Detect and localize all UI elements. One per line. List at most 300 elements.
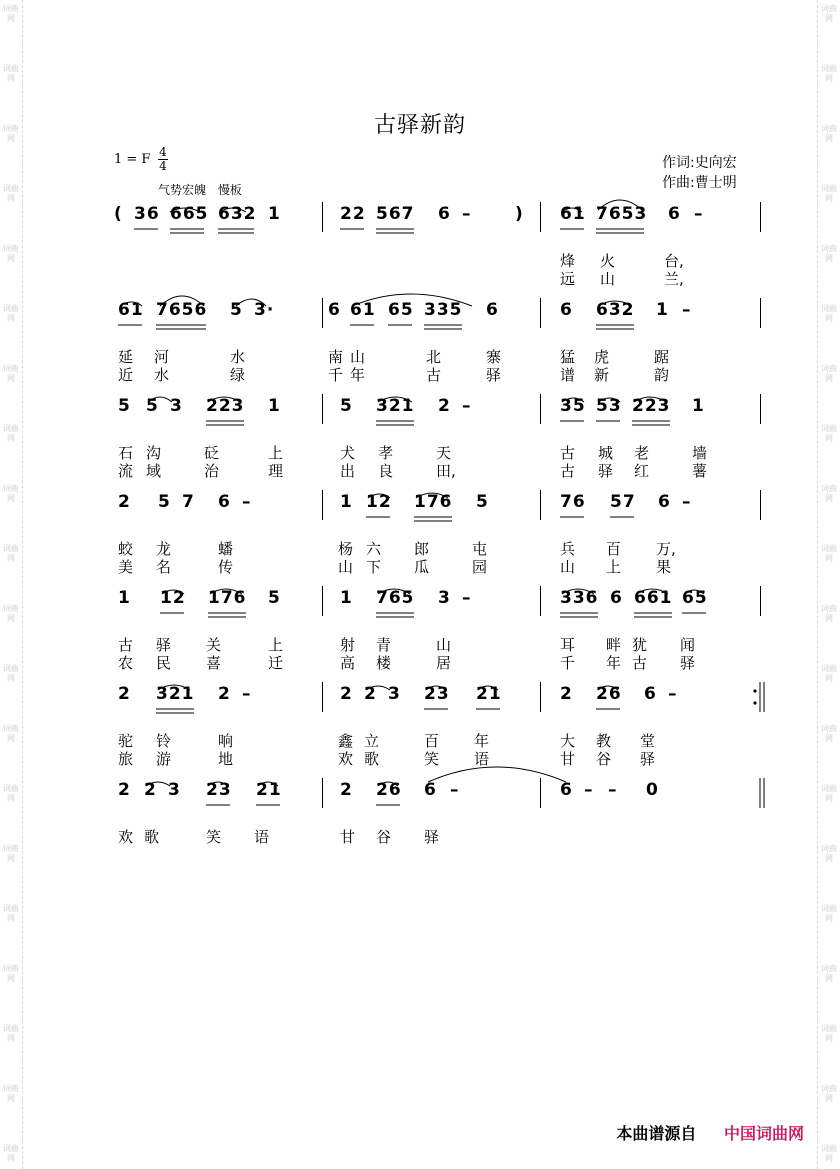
- source-footer: [616, 1121, 804, 1144]
- tie-across-bar: [428, 767, 566, 782]
- note-group: 23: [424, 684, 450, 704]
- slur: [378, 782, 398, 786]
- side-watermark: 词曲网: [3, 244, 19, 263]
- slur: [378, 589, 410, 594]
- side-watermark: 词曲网: [3, 484, 19, 503]
- lyric-syllable: 园: [472, 558, 488, 576]
- note-group: –: [450, 780, 460, 800]
- lyric-syllable: 天: [436, 444, 452, 462]
- note-group: 23: [206, 780, 232, 800]
- note-group: –: [242, 684, 252, 704]
- lyric-syllable: 古: [118, 636, 134, 654]
- note-group: 661: [634, 588, 673, 608]
- lyric-syllable: 驿: [156, 636, 172, 654]
- lyricist-credit: 作词:史向宏: [662, 155, 737, 171]
- lyric-syllable: 铃: [156, 732, 172, 750]
- repeat-end-barline: [760, 682, 764, 712]
- note-group: –: [462, 204, 472, 224]
- lyric-syllable: 传: [218, 558, 234, 576]
- side-watermark: 词曲网: [821, 1084, 837, 1103]
- note-group: 1: [692, 396, 705, 416]
- side-watermark: 词曲网: [3, 964, 19, 983]
- lyric-syllable: 笑: [206, 828, 222, 846]
- lyric-syllable: 下: [366, 558, 382, 576]
- lyric-syllable: 旅: [118, 750, 134, 768]
- side-watermark: 词曲网: [821, 724, 837, 743]
- lyric-syllable: 龙: [156, 540, 172, 558]
- slur: [378, 397, 412, 402]
- repeat-dot: [753, 701, 756, 704]
- lyric-syllable: 驿: [486, 366, 502, 384]
- lyric-syllable: 闻: [680, 636, 696, 654]
- lyric-syllable: 驿: [424, 828, 440, 846]
- note-group: 5: [158, 492, 171, 512]
- side-watermark: 词曲网: [3, 1144, 19, 1163]
- note-group: 223: [206, 396, 245, 416]
- note-group: 53: [596, 396, 622, 416]
- note-group: –: [682, 492, 692, 512]
- lyric-syllable: 驿: [640, 750, 656, 768]
- note-group: 26: [596, 684, 622, 704]
- note-group: 21: [256, 780, 282, 800]
- side-watermark: 词曲网: [3, 664, 19, 683]
- lyric-syllable: 杨: [338, 540, 354, 558]
- note-group: 21: [476, 684, 502, 704]
- note-group: 7: [182, 492, 195, 512]
- side-watermark: 词曲网: [821, 424, 837, 443]
- note-group: 3·: [254, 300, 275, 320]
- lyric-syllable: 屯: [472, 540, 488, 558]
- lyric-syllable: 踞: [654, 348, 670, 366]
- lyric-syllable: 欢: [338, 750, 354, 768]
- lyric-syllable: 红: [634, 462, 650, 480]
- lyric-syllable: 孝: [378, 444, 394, 462]
- lyric-syllable: 北: [426, 348, 442, 366]
- side-watermark: 词曲网: [3, 544, 19, 563]
- note-group: 2: [340, 780, 353, 800]
- slur: [634, 397, 666, 402]
- slur: [258, 782, 278, 786]
- note-group: 2: [118, 780, 131, 800]
- slur: [352, 294, 472, 306]
- lyric-syllable: 治: [204, 462, 220, 480]
- note-group: 2: [144, 780, 157, 800]
- side-watermark: 词曲网: [3, 604, 19, 623]
- lyric-syllable: 山: [338, 558, 354, 576]
- lyric-syllable: 蛟: [118, 540, 134, 558]
- note-group: 176: [414, 492, 453, 512]
- lyric-syllable: 出: [340, 462, 356, 480]
- note-group: 3: [168, 780, 181, 800]
- lyric-syllable: 砭: [204, 444, 220, 462]
- lyric-syllable: 立: [364, 732, 380, 750]
- lyric-syllable: 古: [560, 444, 576, 462]
- lyric-syllable: 鑫: [338, 732, 354, 750]
- note-group: 65: [682, 588, 708, 608]
- lyric-syllable: 民: [156, 654, 172, 672]
- side-watermark: 词曲网: [821, 844, 837, 863]
- note-group: 6: [658, 492, 671, 512]
- lyric-syllable: 河: [154, 348, 170, 366]
- lyric-syllable: 六: [366, 540, 382, 558]
- lyric-syllable: 谷: [596, 750, 612, 768]
- lyric-syllable: 理: [268, 462, 284, 480]
- note-group: 6: [218, 492, 231, 512]
- note-group: 2: [118, 492, 131, 512]
- note-group: 176: [208, 588, 247, 608]
- lyric-syllable: 薯: [692, 462, 708, 480]
- slur: [208, 782, 228, 786]
- lyric-syllable: 火: [600, 252, 616, 270]
- note-group: 6: [644, 684, 657, 704]
- note-group: 3: [438, 588, 451, 608]
- side-watermark: 词曲网: [821, 304, 837, 323]
- side-watermark: 词曲网: [821, 184, 837, 203]
- lyric-syllable: 果: [656, 558, 672, 576]
- note-group: 765: [376, 588, 415, 608]
- beam-lines: [118, 325, 634, 329]
- lyric-syllable: 畔: [606, 636, 622, 654]
- lyric-syllable: 远: [560, 270, 576, 288]
- lyric-syllable: 上: [606, 558, 622, 576]
- note-group: 567: [376, 204, 415, 224]
- note-group: 1: [656, 300, 669, 320]
- note-group: 223: [632, 396, 671, 416]
- note-group: 336: [560, 588, 599, 608]
- lyric-syllable: 游: [156, 750, 172, 768]
- lyric-syllable: 百: [606, 540, 622, 558]
- lyric-syllable: 居: [436, 654, 452, 672]
- side-watermark: 词曲网: [821, 964, 837, 983]
- note-group: 61: [350, 300, 376, 320]
- slur: [598, 200, 642, 210]
- side-watermark: 词曲网: [821, 784, 837, 803]
- note-group: –: [668, 684, 678, 704]
- beam-lines: [206, 421, 670, 425]
- note-group: 35: [560, 396, 586, 416]
- slur: [598, 686, 618, 690]
- note-group: 2: [118, 684, 131, 704]
- source-site-link[interactable]: 中国词曲网: [723, 1124, 804, 1143]
- side-watermark: 词曲网: [3, 304, 19, 323]
- note-group: 5: [268, 588, 281, 608]
- lyric-syllable: 田,: [436, 462, 456, 480]
- note-group: (: [114, 204, 123, 224]
- slur: [478, 686, 498, 690]
- lyric-syllable: 绿: [230, 366, 246, 384]
- lyric-syllable: 笑: [424, 750, 440, 768]
- lyric-syllable: 千: [328, 366, 344, 384]
- side-watermark: 词曲网: [821, 4, 837, 23]
- note-group: 6: [486, 300, 499, 320]
- side-watermark: 词曲网: [3, 1084, 19, 1103]
- lyric-syllable: 响: [218, 732, 234, 750]
- lyric-syllable: 美: [118, 558, 134, 576]
- score-title: 古驿新韵: [373, 113, 466, 138]
- lyric-syllable: 古: [632, 654, 648, 672]
- slur: [562, 398, 584, 402]
- lyric-syllable: 近: [118, 366, 134, 384]
- slur: [120, 302, 142, 306]
- lyric-syllable: 寨: [486, 348, 502, 366]
- lyric-syllable: 年: [606, 654, 622, 672]
- slur: [236, 299, 266, 306]
- note-group: 1: [118, 588, 131, 608]
- note-group: 61: [560, 204, 586, 224]
- note-group: 12: [366, 492, 392, 512]
- note-group: 5: [476, 492, 489, 512]
- side-watermark: 词曲网: [3, 124, 19, 143]
- side-watermark: 词曲网: [3, 1024, 19, 1043]
- lyric-syllable: 城: [598, 444, 614, 462]
- note-group: 1: [340, 492, 353, 512]
- note-group: 0: [646, 780, 659, 800]
- note-group: 7653: [596, 204, 648, 224]
- note-group: –: [462, 588, 472, 608]
- side-watermark: 词曲网: [821, 664, 837, 683]
- side-watermark: 词曲网: [821, 364, 837, 383]
- lyric-syllable: 犹: [632, 636, 648, 654]
- note-group: –: [682, 300, 692, 320]
- note-group: 6: [560, 780, 573, 800]
- note-group: 1: [268, 396, 281, 416]
- lyric-syllable: 喜: [206, 654, 222, 672]
- slur: [598, 301, 632, 306]
- slur: [636, 589, 668, 594]
- source-label: 本曲谱源自: [616, 1124, 697, 1143]
- side-watermark: 词曲网: [3, 424, 19, 443]
- note-group: 7656: [156, 300, 208, 320]
- slur: [158, 685, 190, 690]
- note-group: 2: [340, 684, 353, 704]
- note-group: 57: [610, 492, 636, 512]
- side-watermark: 词曲网: [821, 124, 837, 143]
- beam-lines: [160, 613, 706, 617]
- note-group: 65: [388, 300, 414, 320]
- lyric-syllable: 驼: [118, 732, 134, 750]
- lyric-syllable: 山: [436, 636, 452, 654]
- lyric-syllable: 延: [118, 348, 134, 366]
- lyric-syllable: 大: [560, 732, 576, 750]
- slur: [416, 493, 448, 498]
- lyric-syllable: 石: [118, 444, 134, 462]
- lyric-syllable: 万,: [656, 540, 676, 558]
- note-group: 61: [118, 300, 144, 320]
- side-watermark: 词曲网: [3, 364, 19, 383]
- lyric-syllable: 台,: [664, 252, 684, 270]
- lyric-syllable: 虎: [594, 348, 610, 366]
- note-group: 2: [218, 684, 231, 704]
- note-group: –: [584, 780, 594, 800]
- lyric-syllable: 千: [560, 654, 576, 672]
- note-group: 5: [118, 396, 131, 416]
- lyric-syllable: 老: [634, 444, 650, 462]
- lyric-syllable: 年: [350, 366, 366, 384]
- lyric-syllable: 新: [594, 366, 610, 384]
- note-group: 5: [340, 396, 353, 416]
- lyric-syllable: 堂: [640, 732, 656, 750]
- lyric-syllable: 射: [340, 636, 356, 654]
- note-group: ): [515, 204, 524, 224]
- lyric-syllable: 古: [560, 462, 576, 480]
- lyric-syllable: 年: [474, 732, 490, 750]
- slur: [220, 208, 246, 212]
- note-group: 22: [340, 204, 366, 224]
- lyric-syllable: 水: [230, 348, 246, 366]
- lyric-syllable: 兰,: [664, 270, 684, 288]
- key-signature: 1 = F: [114, 152, 151, 167]
- lyric-syllable: 欢: [118, 828, 134, 846]
- note-group: 26: [376, 780, 402, 800]
- lyric-syllable: 蟠: [218, 540, 234, 558]
- side-watermark: 词曲网: [3, 784, 19, 803]
- lyric-syllable: 高: [340, 654, 356, 672]
- note-group: 321: [156, 684, 195, 704]
- side-watermark: 词曲网: [821, 244, 837, 263]
- lyric-syllable: 农: [118, 654, 134, 672]
- side-watermark: 词曲网: [821, 1144, 837, 1163]
- note-group: –: [462, 396, 472, 416]
- lyric-syllable: 水: [154, 366, 170, 384]
- lyric-syllable: 耳: [560, 636, 576, 654]
- note-group: 5: [146, 396, 159, 416]
- note-group: 3: [388, 684, 401, 704]
- note-group: 2: [560, 684, 573, 704]
- lyric-syllable: 驿: [680, 654, 696, 672]
- lyric-syllable: 域: [146, 462, 162, 480]
- lyric-syllable: 流: [118, 462, 134, 480]
- repeat-dot: [753, 689, 756, 692]
- note-group: 36: [134, 204, 160, 224]
- lyric-syllable: 百: [424, 732, 440, 750]
- note-group: 2: [438, 396, 451, 416]
- note-group: 5: [230, 300, 243, 320]
- lyric-syllable: 语: [254, 828, 270, 846]
- lyric-syllable: 瓜: [414, 558, 430, 576]
- lyric-syllable: 语: [474, 750, 490, 768]
- lyric-syllable: 青: [376, 636, 392, 654]
- lyric-syllable: 猛: [560, 348, 576, 366]
- slur: [684, 590, 704, 594]
- slur: [208, 397, 240, 402]
- lyric-syllable: 歌: [144, 828, 160, 846]
- note-group: 1: [340, 588, 353, 608]
- lyric-syllable: 韵: [654, 366, 670, 384]
- lyric-syllable: 谷: [376, 828, 392, 846]
- side-watermark: 词曲网: [821, 544, 837, 563]
- lyric-syllable: 山: [600, 270, 616, 288]
- lyric-syllable: 迁: [268, 654, 284, 672]
- final-barline: [760, 778, 764, 808]
- slur: [562, 589, 594, 594]
- lyric-syllable: 地: [218, 750, 234, 768]
- note-group: 3: [170, 396, 183, 416]
- side-watermark: 词曲网: [821, 64, 837, 83]
- lyric-syllable: 楼: [376, 654, 392, 672]
- side-watermark: 词曲网: [821, 1024, 837, 1043]
- lyric-syllable: 谱: [560, 366, 576, 384]
- note-group: 2: [364, 684, 377, 704]
- note-group: 6: [328, 300, 341, 320]
- lyric-syllable: 上: [268, 636, 284, 654]
- slur: [146, 782, 170, 786]
- note-group: –: [242, 492, 252, 512]
- lyric-syllable: 山: [560, 558, 576, 576]
- lyric-syllable: 驿: [598, 462, 614, 480]
- side-watermark: 词曲网: [3, 904, 19, 923]
- note-group: 6: [424, 780, 437, 800]
- side-watermark: 词曲网: [821, 484, 837, 503]
- lyric-syllable: 兵: [560, 540, 576, 558]
- note-group: 321: [376, 396, 415, 416]
- lyric-syllable: 关: [206, 636, 222, 654]
- lyric-syllable: 上: [268, 444, 284, 462]
- note-group: 6: [560, 300, 573, 320]
- slur: [170, 208, 200, 212]
- lyric-syllable: 南: [328, 348, 344, 366]
- lyric-syllable: 山: [350, 348, 366, 366]
- beam-lines: [156, 709, 620, 713]
- composer-credit: 作曲:曹士明: [662, 175, 737, 191]
- slur: [210, 589, 242, 594]
- note-group: –: [608, 780, 618, 800]
- note-group: 6: [668, 204, 681, 224]
- lyric-syllable: 甘: [340, 828, 356, 846]
- note-group: 6: [438, 204, 451, 224]
- side-watermark: 词曲网: [3, 844, 19, 863]
- note-group: 12: [160, 588, 186, 608]
- slur: [148, 397, 172, 402]
- tempo-marking: 气势宏魄 慢板: [158, 183, 242, 197]
- time-signature-bottom: 4: [159, 159, 167, 173]
- lyric-syllable: 甘: [560, 750, 576, 768]
- note-group: 632: [218, 204, 257, 224]
- slur: [160, 296, 204, 306]
- note-group: 76: [560, 492, 586, 512]
- lyric-syllable: 犬: [340, 444, 356, 462]
- note-group: 665: [170, 204, 209, 224]
- note-group: 6: [610, 588, 623, 608]
- side-watermark: 词曲网: [3, 184, 19, 203]
- side-watermark: 词曲网: [3, 724, 19, 743]
- slur: [366, 686, 390, 690]
- slur: [598, 398, 620, 402]
- lyric-syllable: 教: [596, 732, 612, 750]
- note-group: 632: [596, 300, 635, 320]
- lyric-syllable: 古: [426, 366, 442, 384]
- lyric-syllable: 郎: [414, 540, 430, 558]
- side-watermark: 词曲网: [821, 604, 837, 623]
- beam-lines: [366, 517, 634, 521]
- lyric-syllable: 歌: [364, 750, 380, 768]
- slur: [426, 686, 446, 690]
- beam-lines: [134, 229, 644, 233]
- slur: [368, 494, 390, 498]
- slur: [562, 208, 582, 212]
- lyric-syllable: 良: [378, 462, 394, 480]
- note-group: –: [694, 204, 704, 224]
- note-group: 335: [424, 300, 463, 320]
- side-watermark: 词曲网: [821, 904, 837, 923]
- side-watermark: 词曲网: [3, 4, 19, 23]
- lyric-syllable: 沟: [146, 444, 162, 462]
- lyric-syllable: 名: [156, 558, 172, 576]
- lyric-syllable: 墙: [692, 444, 708, 462]
- side-watermark: 词曲网: [3, 64, 19, 83]
- lyric-syllable: 烽: [560, 252, 576, 270]
- time-signature-top: 4: [159, 145, 167, 159]
- note-group: 1: [268, 204, 281, 224]
